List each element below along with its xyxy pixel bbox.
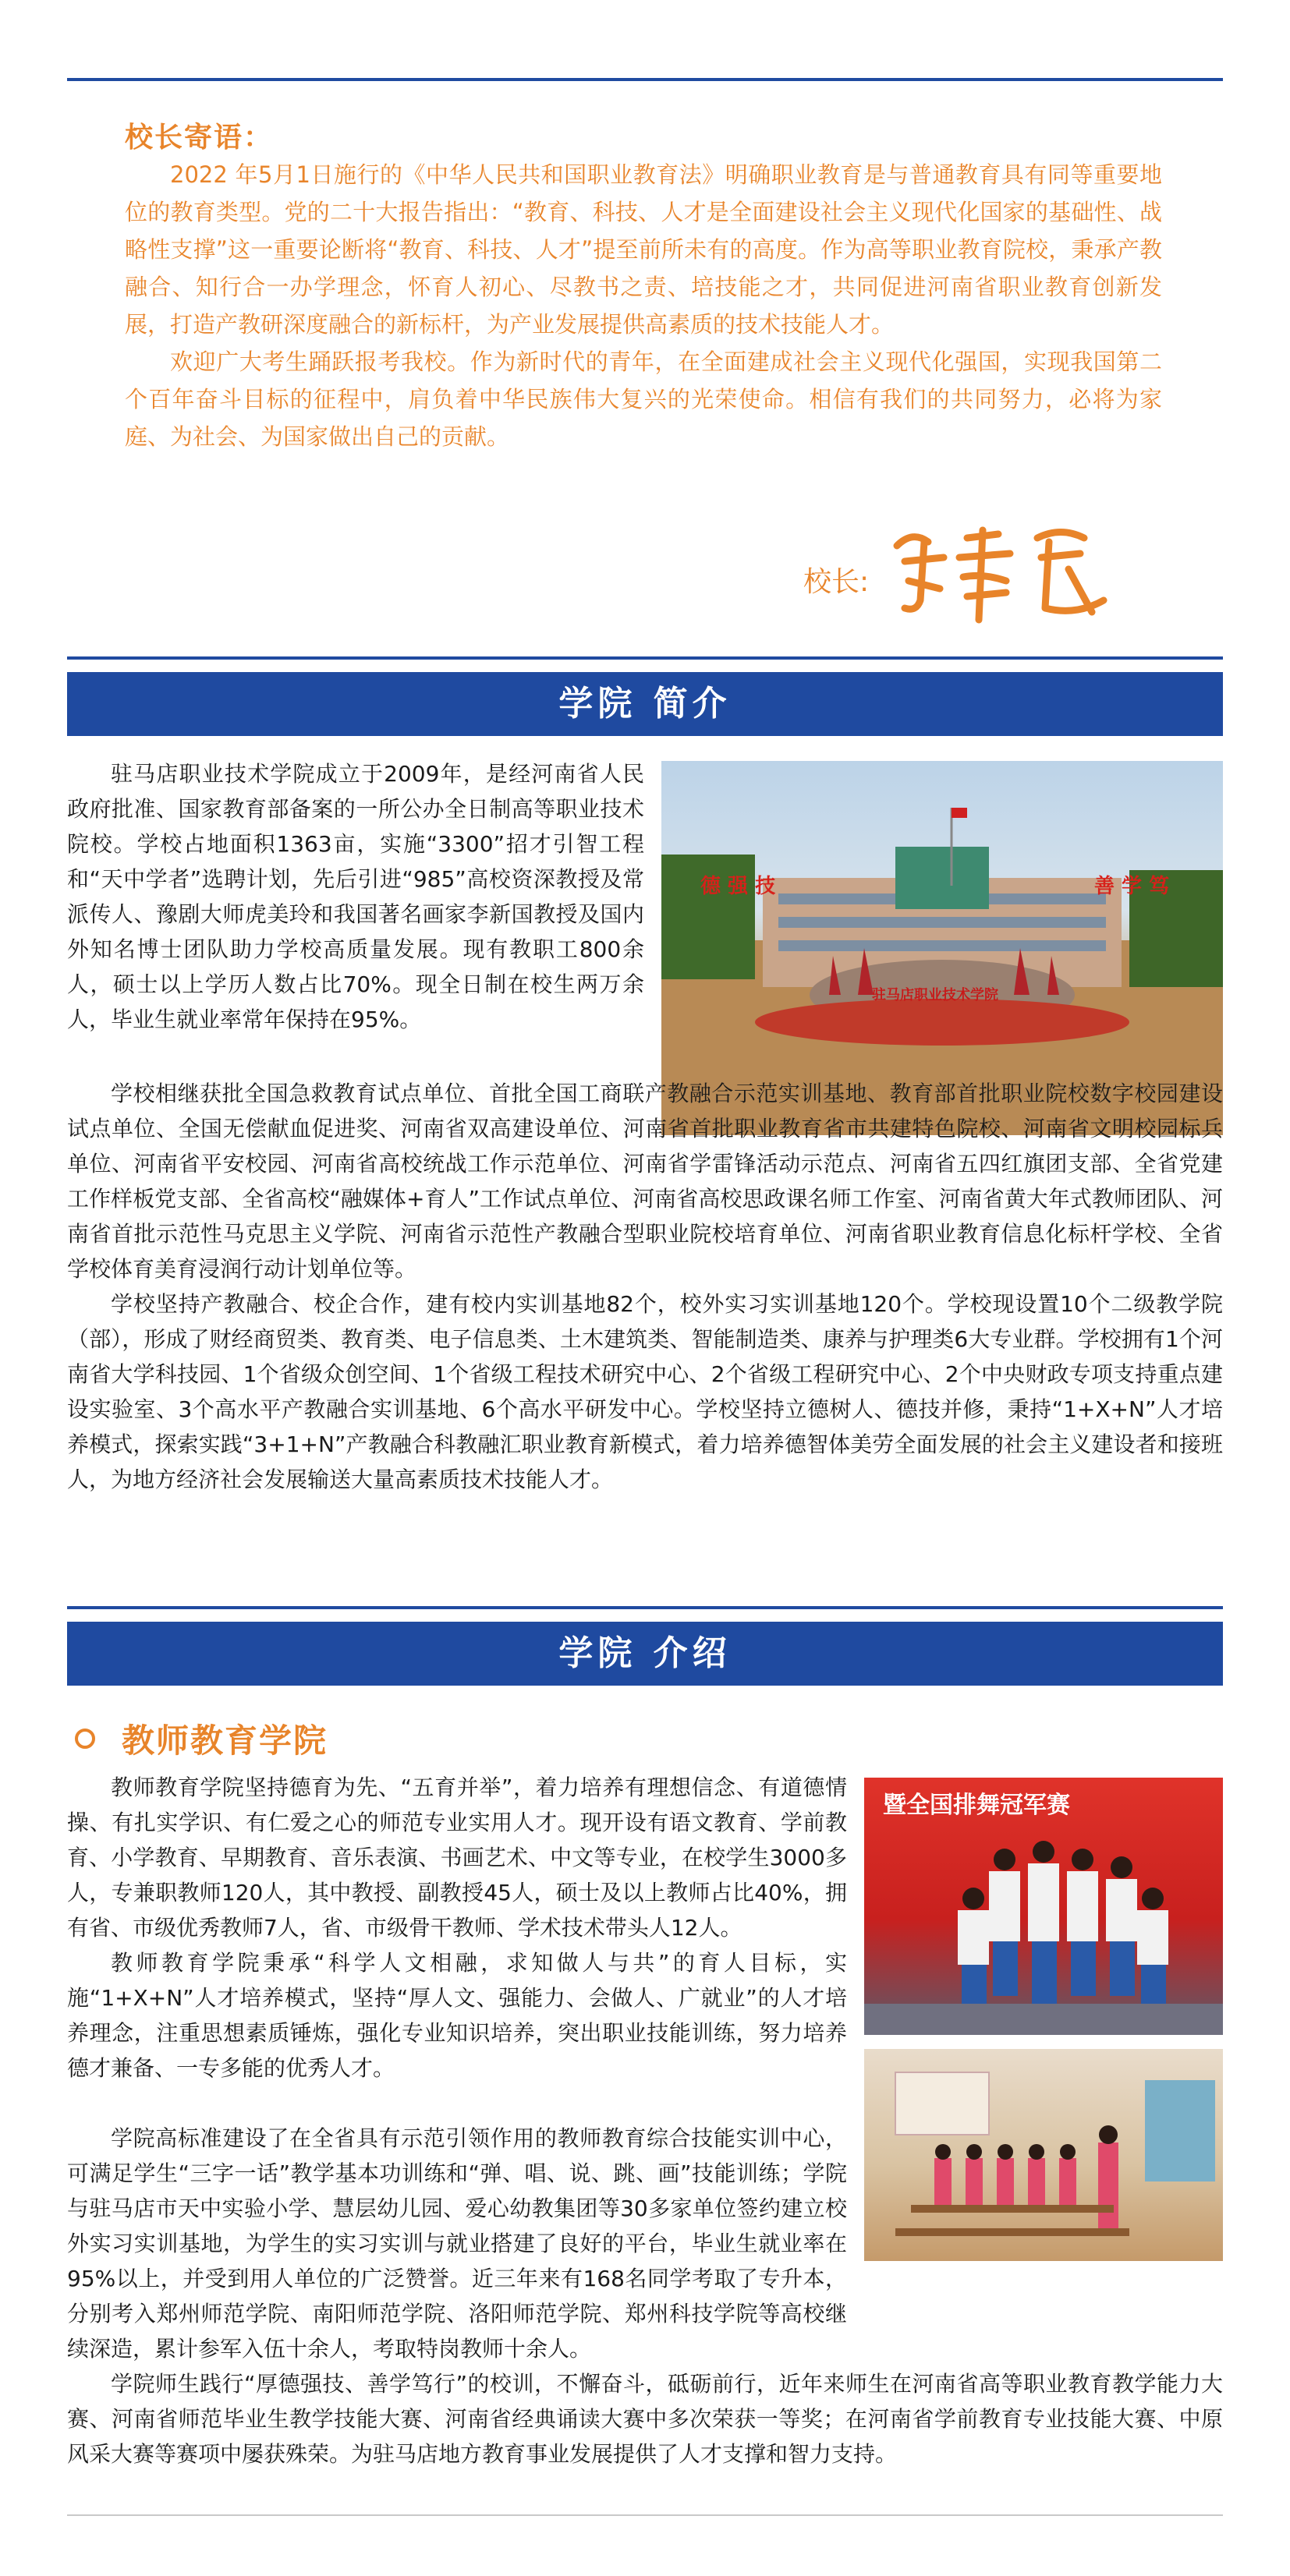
bullet-circle-icon — [75, 1729, 95, 1749]
college-section-head — [75, 1715, 328, 1762]
principal-signature — [881, 515, 1115, 632]
section-divider — [67, 1606, 1223, 1609]
top-divider — [67, 78, 1223, 81]
principal-paragraph: 2022 年5月1日施行的《中华人民共和国职业教育法》明确职业教育是与普通教育具有同等重要地位的教育类型。党的二十大报告指出：“教育、科技、人才是全面建设社会主义现代化国家的基础性、战略性支撑”这一重要论断将“教育、科技、人才”提至前所未有的高度。作为高等职业教育院校，秉承产教融合、知行合一办学理念，怀育人初心、尽教书之责、培技能之才，共同促进河南省职业教育创新发展，打造产教研深度融合的新标杆，为产业发展提供高素质的技术技能人才。 — [125, 161, 1162, 338]
college-text-full — [67, 2366, 1223, 2472]
intro-banner: 学院 简介 — [67, 672, 1223, 736]
intro-text-column — [67, 756, 644, 1037]
dance-photo-title: 暨全国排舞冠军赛 — [883, 1792, 1070, 1819]
colleges-banner: 学院 介绍 — [67, 1622, 1223, 1686]
college-paragraph: 学院师生践行“厚德强技、善学笃行”的校训，不懈奋斗，砥砺前行，近年来师生在河南省高等职业教育教学能力大赛、河南省师范毕业生教学技能大赛、河南省经典诵读大赛中多次荣获一等奖；在河南省学前教育专业技能大赛、中原风采大赛等赛项中屡获殊荣。为驻马店地方教育事业发展提供了人才支撑和智力支持。 — [67, 2371, 1223, 2467]
principal-heading: 校长寄语： — [125, 122, 274, 154]
classroom-photo — [864, 2049, 1223, 2261]
campus-stone-inscription: 驻马店职业技术学院 — [872, 987, 998, 1003]
college-paragraph: 教师教育学院秉承“科学人文相融，求知做人与共”的育人目标，实施“1+X+N”人才培养模式，坚持“厚人文、强能力、会做人、广就业”的人才培养理念，注重思想素质锤炼，强化专业知识培养，突出职业技能训练，努力培养德才兼备、一专多能的优秀人才。 — [67, 1950, 847, 2081]
campus-sign-right: 善 学 笃 — [1094, 875, 1170, 898]
college-text-column — [67, 1770, 847, 2086]
principal-paragraph: 欢迎广大考生踊跃报考我校。作为新时代的青年，在全面建成社会主义现代化强国，实现我国第二个百年奋斗目标的征程中，肩负着中华民族伟大复兴的光荣使命。相信有我们的共同努力，必将为家庭、为社会、为国家做出自己的贡献。 — [125, 349, 1162, 450]
intro-paragraph: 驻马店职业技术学院成立于2009年，是经河南省人民政府批准、国家教育部备案的一所公办全日制高等职业技术院校。学校占地面积1363亩，实施“3300”招才引智工程和“天中学者”选聘计划，先后引进“985”高校资深教授及常派传人、豫剧大师虎美玲和我国著名画家李新国教授及国内外知名博士团队助力学校高质量发展。现有教职工800余人，硕士以上学历人数占比70%。现全日制在校生两万余人，毕业生就业率常年保持在95%。 — [67, 761, 644, 1032]
college-paragraph: 学院高标准建设了在全省具有示范引领作用的教师教育综合技能实训中心，可满足学生“三字一话”教学基本功训练和“弹、唱、说、跳、画”技能训练；学院与驻马店市天中实验小学、慧层幼儿园、爱心幼教集团等30多家单位签约建立校外实习实训基地，为学生的实习实训与就业搭建了良好的平台，毕业生就业率在95%以上，并受到用人单位的广泛赞誉。近三年来有168名同学考取了专升本，分别考入郑州师范学院、南阳师范学院、洛阳师范学院、郑州科技学院等高校继续深造，累计参军入伍十余人，考取特岗教师十余人。 — [67, 2125, 847, 2362]
principal-message — [125, 156, 1162, 455]
intro-paragraph: 学校相继获批全国急救教育试点单位、首批全国工商联产教融合示范实训基地、教育部首批职业院校数字校园建设试点单位、全国无偿献血促进奖、河南省双高建设单位、河南省首批职业教育省市共建特色院校、河南省文明校园标兵单位、河南省平安校园、河南省高校统战工作示范单位、河南省学雷锋活动示范点、河南省五四红旗团支部、全省党建工作样板党支部、全省高校“融媒体+育人”工作试点单位、河南省高校思政课名师工作室、河南省黄大年式教师团队、河南省首批示范性马克思主义学院、河南省示范性产教融合型职业院校培育单位、河南省职业教育信息化标杆学校、全省学校体育美育浸润行动计划单位等。 — [67, 1081, 1223, 1282]
college-text-column-2 — [67, 2121, 847, 2366]
campus-sign-left: 德 强 技 — [700, 875, 776, 898]
college-paragraph: 教师教育学院坚持德育为先、“五育并举”，着力培养有理想信念、有道德情操、有扎实学识、有仁爱之心的师范专业实用人才。现开设有语文教育、学前教育、小学教育、早期教育、音乐表演、书画艺术、中文等专业，在校学生3000多人，专兼职教师120人，其中教授、副教授45人，硕士及以上教师占比40%，拥有省、市级优秀教师7人，省、市级骨干教师、学术技术带头人12人。 — [67, 1775, 847, 1941]
principal-sign-label: 校长: — [803, 566, 870, 598]
bottom-divider — [67, 2514, 1223, 2516]
section-divider — [67, 656, 1223, 660]
intro-text-full — [67, 1076, 1223, 1497]
intro-paragraph: 学校坚持产教融合、校企合作，建有校内实训基地82个，校外实习实训基地120个。学校现设置10个二级教学院（部），形成了财经商贸类、教育类、电子信息类、土木建筑类、智能制造类、康养与护理类6大专业群。学校拥有1个河南省大学科技园、1个省级众创空间、1个省级工程技术研究中心、2个省级工程研究中心、2个中央财政专项支持重点建设实验室、3个高水平产教融合实训基地、6个高水平研发中心。学校坚持立德树人、德技并修，秉持“1+X+N”人才培养模式，探索实践“3+1+N”产教融合科教融汇职业教育新模式，着力培养德智体美劳全面发展的社会主义建设者和接班人，为地方经济社会发展输送大量高素质技术技能人才。 — [67, 1291, 1223, 1492]
dance-competition-photo — [864, 1778, 1223, 2035]
college-title: 教师教育学院 — [122, 1721, 328, 1760]
